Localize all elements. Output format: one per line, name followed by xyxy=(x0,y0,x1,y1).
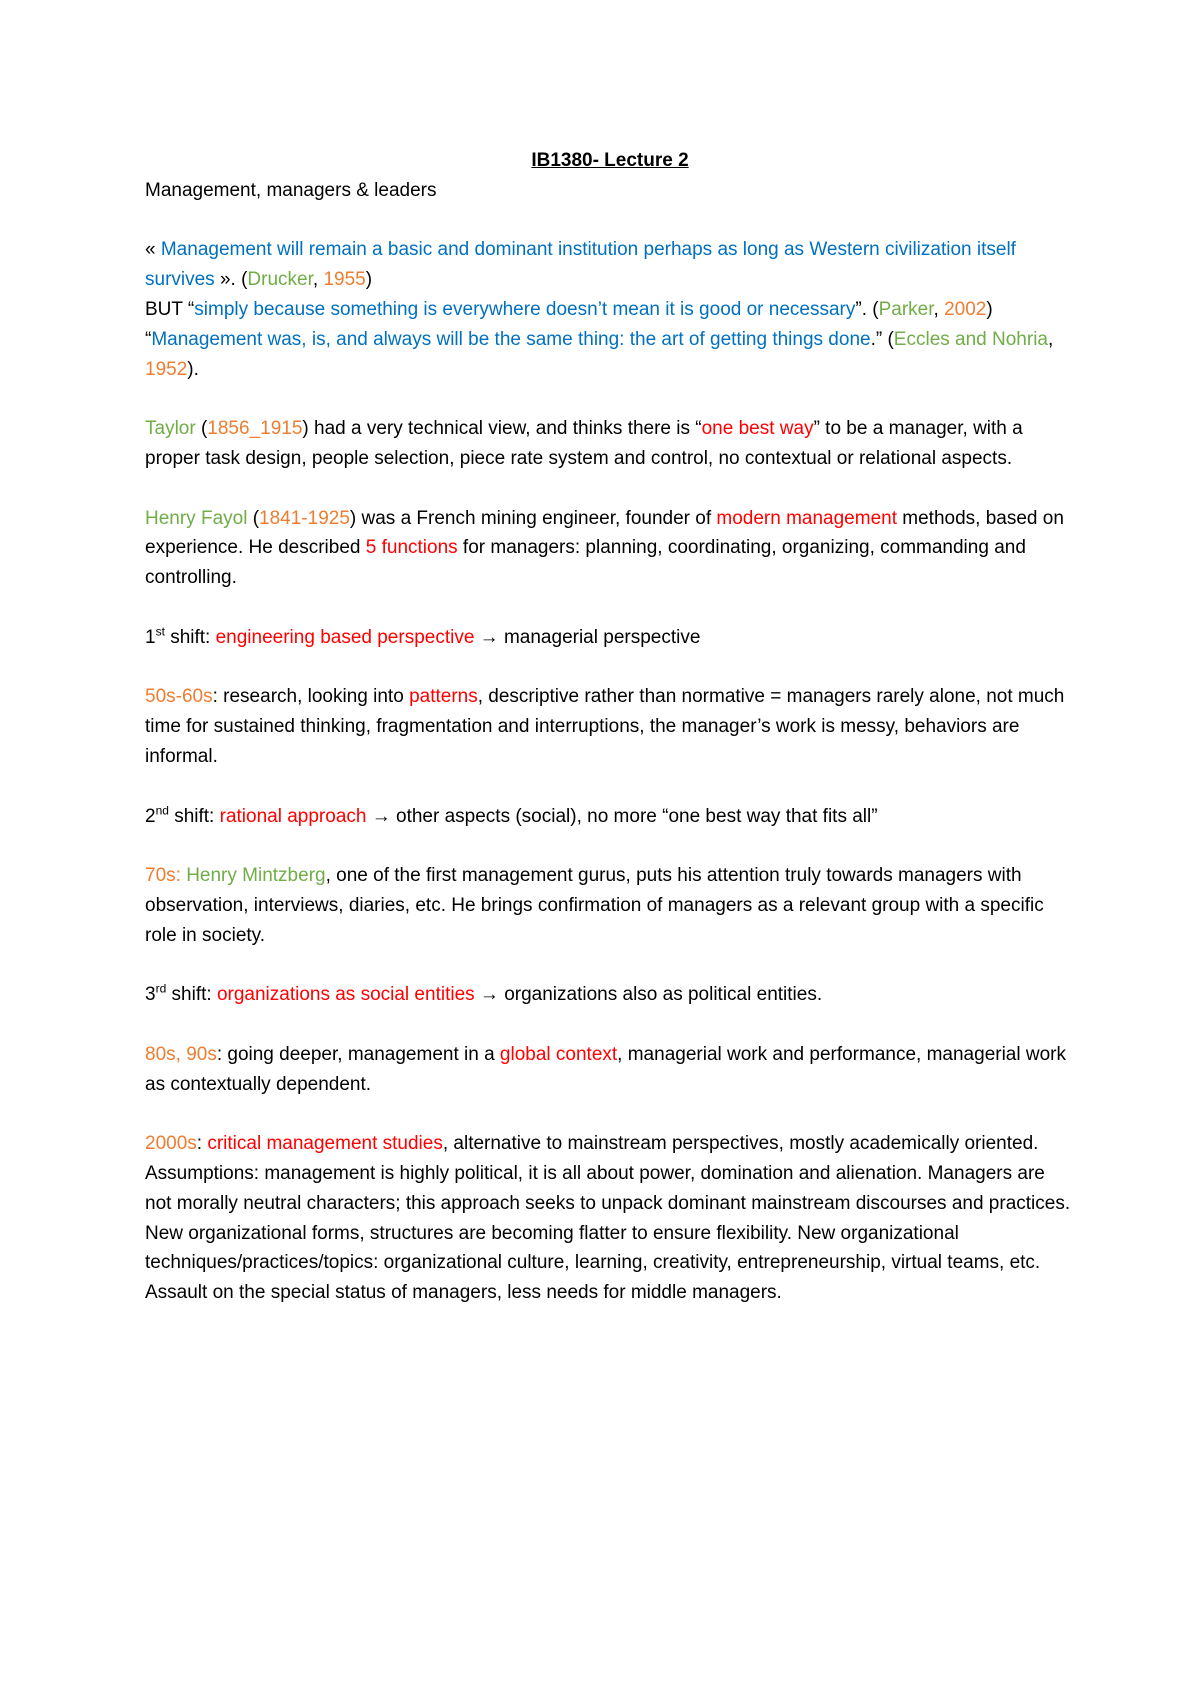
paragraph-text: , managerial work and performance, managerial work as contextually dependent. xyxy=(145,1043,1066,1095)
quote-close: .” ( xyxy=(870,328,894,350)
shift-label: shift: xyxy=(168,805,220,827)
paragraph-text: , one of the first management gurus, puts his attention truly towards managers with observation, interviews, diaries, etc. He brings confirmation of managers as a relevant group with a specific role in society. xyxy=(145,865,1044,946)
spacer xyxy=(145,1100,1075,1130)
spacer xyxy=(145,772,1075,802)
highlight-term: modern management xyxy=(716,507,897,529)
spacer xyxy=(145,206,1075,236)
shift-label: shift: xyxy=(164,626,216,648)
paragraph-70s xyxy=(145,861,1075,950)
highlight-term: 5 functions xyxy=(365,537,458,559)
spacer xyxy=(145,653,1075,683)
person-name: Henry Fayol xyxy=(145,507,248,529)
paragraph-text: ) was a French mining engineer, founder of xyxy=(349,507,717,529)
highlight-term: critical management studies xyxy=(207,1133,443,1155)
ordinal-suffix: rd xyxy=(155,981,167,996)
quote-author: Parker xyxy=(878,298,934,320)
quote-close: ”. ( xyxy=(855,298,879,320)
paragraph-assumptions: Assumptions: management is highly political, it is all about power, domination and alienation. Managers are not morally neutral characters; this approach seeks to unpack dominant mainstream discourses and practices. New organizational forms, structures are becoming flatter to ensure flexibility. New organizational techniques/practices/topics: organizational culture, learning, creativity, entrepreneurship, virtual teams, etc. xyxy=(145,1163,1071,1274)
shift-number: 2 xyxy=(145,805,156,827)
paren-open: ( xyxy=(247,507,260,529)
page-title: IB1380- Lecture 2 xyxy=(531,150,689,171)
quote-eccles-nohria xyxy=(145,325,1075,385)
paragraph-text: ) had a very technical view, and thinks there is “ xyxy=(302,418,702,440)
paragraph-text: organizations also as political entities. xyxy=(504,984,823,1006)
quote-open: “ xyxy=(145,328,152,350)
person-name: Taylor xyxy=(145,418,196,440)
ordinal-suffix: st xyxy=(155,624,165,639)
paragraph-text: ” to be a manager, with a proper task design, people selection, piece rate system and control, no contextual or relational aspects. xyxy=(145,418,1023,469)
quote-text: Management was, is, and always will be the same thing: the art of getting things done xyxy=(151,328,871,350)
quote-text: Management will remain a basic and dominant institution perhaps as long as Western civilization itself survives xyxy=(145,239,1016,291)
paragraph-text: for managers: planning, coordinating, organizing, commanding and controlling. xyxy=(145,537,1026,589)
highlight-term: engineering based perspective xyxy=(215,626,475,648)
quote-prefix: BUT “ xyxy=(145,298,195,320)
quote-end: ) xyxy=(986,298,993,320)
spacer xyxy=(145,593,1075,623)
shift-number: 3 xyxy=(145,984,156,1006)
separator: , xyxy=(312,269,324,291)
quote-year: 1952 xyxy=(145,358,188,380)
separator: , xyxy=(933,298,945,320)
paragraph-text: other aspects (social), no more “one best way that fits all” xyxy=(396,805,878,827)
paragraph-taylor xyxy=(145,414,1075,474)
quote-end: ) xyxy=(365,269,373,291)
period-label: 2000s xyxy=(145,1133,197,1155)
paragraph-text: , alternative to mainstream perspectives, mostly academically oriented. xyxy=(442,1133,1039,1155)
highlight-term: one best way xyxy=(701,418,814,440)
person-years: 1856_1915 xyxy=(207,418,303,440)
quote-parker xyxy=(145,295,1075,325)
period-label: 80s, 90s xyxy=(145,1043,217,1065)
paragraph-text: : going deeper, management in a xyxy=(216,1043,500,1065)
document-body xyxy=(145,146,1075,1308)
shift-label: shift: xyxy=(166,984,217,1006)
shift-2 xyxy=(145,802,1075,832)
period-label: 70s: xyxy=(145,865,187,887)
paragraph-fayol xyxy=(145,504,1075,593)
spacer xyxy=(145,1010,1075,1040)
shift-number: 1 xyxy=(145,626,156,648)
person-years: 1841-1925 xyxy=(259,507,350,529)
quote-drucker xyxy=(145,235,1075,295)
paragraph-50s-60s xyxy=(145,682,1075,771)
shift-1 xyxy=(145,623,1075,653)
shift-3 xyxy=(145,980,1075,1010)
paragraph-text: managerial perspective xyxy=(503,626,701,648)
ordinal-suffix: nd xyxy=(155,803,169,818)
separator: : xyxy=(196,1133,208,1155)
quote-author: Eccles and Nohria xyxy=(893,328,1048,350)
quote-year: 2002 xyxy=(944,298,987,320)
subtitle: Management, managers & leaders xyxy=(145,179,437,201)
separator: , xyxy=(1048,328,1054,350)
spacer xyxy=(145,384,1075,414)
paragraph-text: : research, looking into xyxy=(212,686,410,708)
arrow-right-icon: → xyxy=(474,984,505,1006)
spacer xyxy=(145,474,1075,504)
paragraph-text: methods, based on experience. He described xyxy=(145,507,1064,559)
arrow-right-icon: → xyxy=(474,626,504,648)
paragraph-80s-90s xyxy=(145,1040,1075,1100)
quote-year: 1955 xyxy=(323,269,366,291)
quote-close: ». ( xyxy=(214,269,248,291)
highlight-term: organizations as social entities xyxy=(216,984,475,1006)
paragraph-assault: Assault on the special status of managers, less needs for middle managers. xyxy=(145,1282,782,1304)
highlight-term: patterns xyxy=(409,686,478,708)
quote-end: ). xyxy=(187,358,199,380)
highlight-term: global context xyxy=(499,1043,618,1065)
arrow-right-icon: → xyxy=(366,805,397,827)
spacer xyxy=(145,831,1075,861)
quote-author: Drucker xyxy=(247,269,313,291)
spacer xyxy=(145,951,1075,981)
paren-open: ( xyxy=(195,418,208,440)
paragraph-text: , descriptive rather than normative = managers rarely alone, not much time for sustained thinking, fragmentation and interruptions, the manager’s work is messy, behaviors are informal. xyxy=(145,686,1065,767)
person-name: Henry Mintzberg xyxy=(186,865,326,887)
quote-open: « xyxy=(145,239,161,261)
quote-text: simply because something is everywhere doesn’t mean it is good or necessary xyxy=(194,298,856,320)
period-label: 50s-60s xyxy=(145,686,213,708)
paragraph-2000s xyxy=(145,1129,1075,1159)
highlight-term: rational approach xyxy=(219,805,367,827)
